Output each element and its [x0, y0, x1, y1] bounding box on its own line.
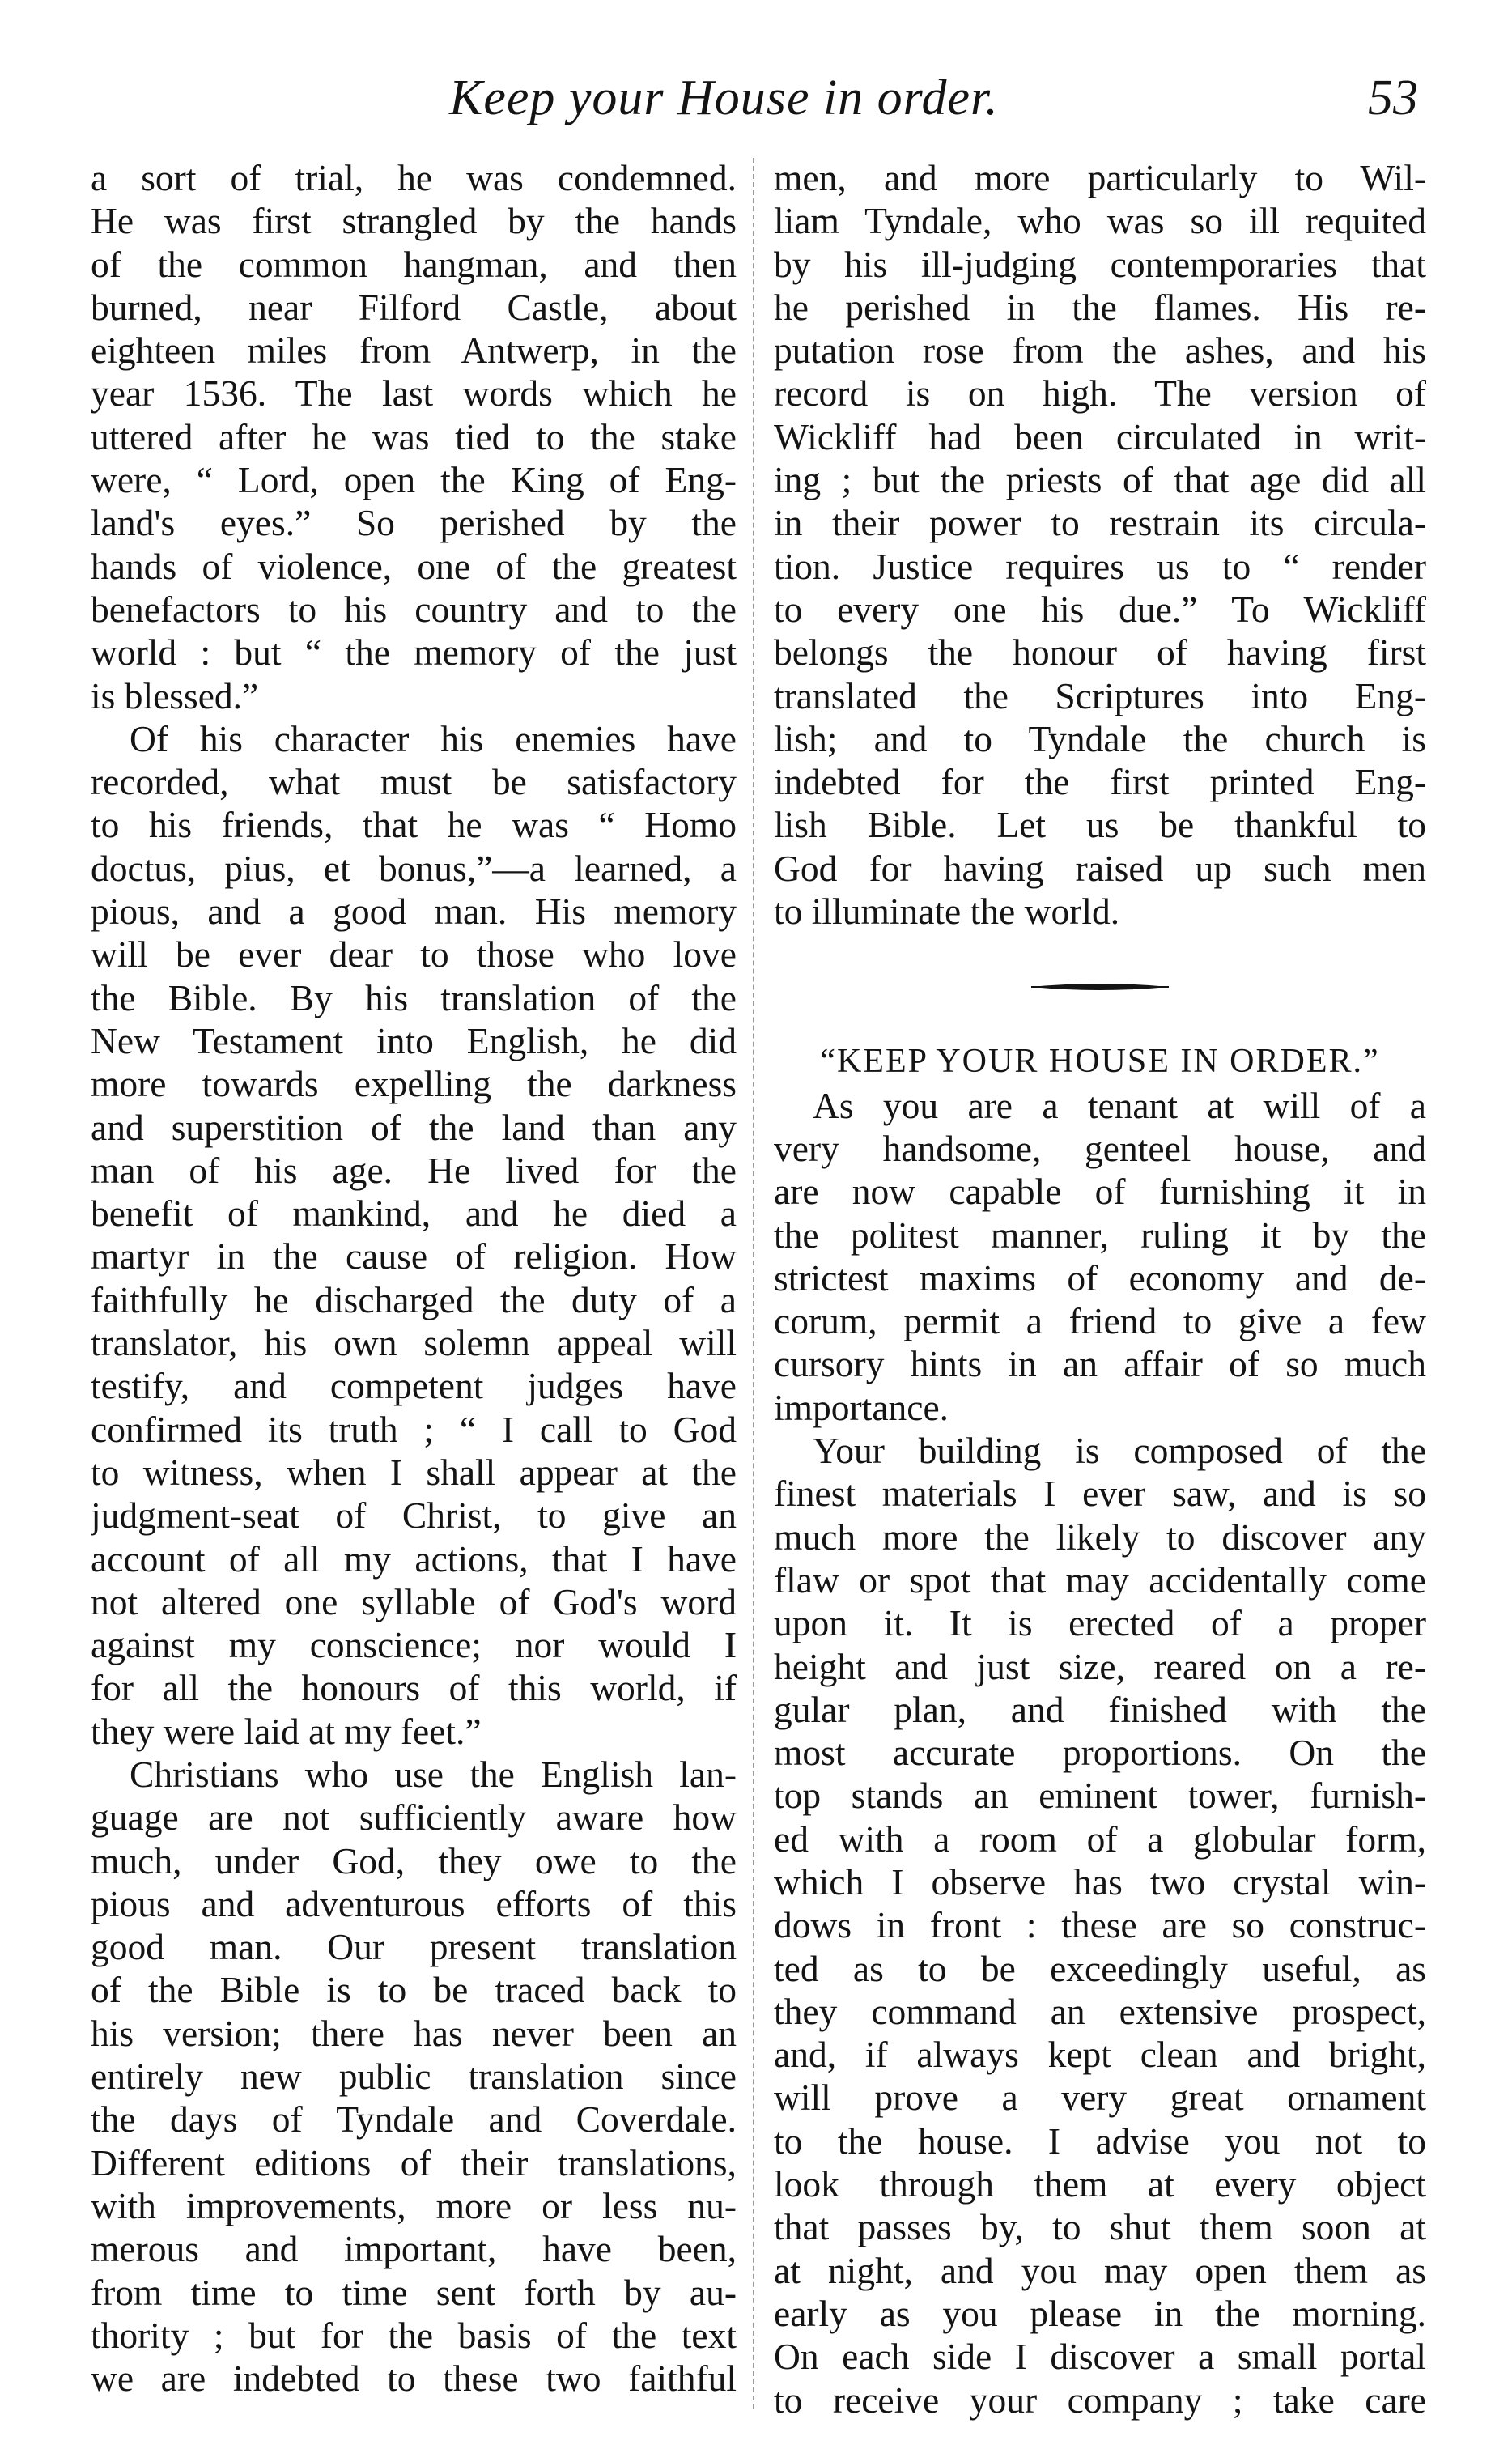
- right-column-top: [774, 156, 1426, 933]
- text-line: indebted for the first printed Eng-: [774, 761, 1426, 803]
- text-line: testify, and competent judges have: [91, 1365, 737, 1407]
- text-line: translator, his own solemn appeal will: [91, 1322, 737, 1364]
- text-line: the Bible. By his translation of the: [91, 976, 737, 1018]
- text-line: year 1536. The last words which he: [91, 372, 737, 415]
- text-line: As you are a tenant at will of a: [813, 1084, 1426, 1126]
- text-line: putation rose from the ashes, and his: [774, 330, 1426, 372]
- text-line: Wickliff had been circulated in writ-: [774, 415, 1426, 457]
- text-line: for all the honours of this world, if: [91, 1667, 737, 1709]
- text-line: tion. Justice requires us to “ render: [774, 545, 1426, 587]
- text-line: good man. Our present translation: [91, 1926, 737, 1968]
- text-line: and superstition of the land than any: [91, 1106, 737, 1148]
- left-column: [91, 156, 737, 2423]
- section-divider: [774, 933, 1426, 1040]
- text-line: of the Bible is to be traced back to: [91, 1969, 737, 2011]
- text-line: men, and more particularly to Wil-: [774, 157, 1426, 198]
- text-line: which I observe has two crystal win-: [774, 1860, 1426, 1903]
- text-line: the days of Tyndale and Coverdale.: [91, 2098, 737, 2141]
- text-line: with improvements, more or less nu-: [91, 2184, 737, 2226]
- text-line: in their power to restrain its circula-: [774, 502, 1426, 544]
- text-line: to receive your company ; take care: [774, 2379, 1426, 2421]
- text-line: On each side I discover a small portal: [774, 2336, 1426, 2378]
- text-line: flaw or spot that may accidentally come: [774, 1558, 1426, 1601]
- text-line: martyr in the cause of religion. How: [91, 1235, 737, 1278]
- text-line: much, under God, they owe to the: [91, 1839, 737, 1881]
- text-line: he perished in the flames. His re-: [774, 286, 1426, 328]
- page-number: 53: [1368, 70, 1418, 125]
- text-line: He was first strangled by the hands: [91, 200, 737, 242]
- section-heading: “KEEP YOUR HOUSE IN ORDER.”: [820, 1043, 1380, 1081]
- text-line: were, “ Lord, open the King of Eng-: [91, 459, 737, 501]
- text-line: hands of violence, one of the greatest: [91, 545, 737, 587]
- text-line: are now capable of furnishing it in: [774, 1171, 1426, 1213]
- text-line: early as you please in the morning.: [774, 2292, 1426, 2334]
- text-line: most accurate proportions. On the: [774, 1732, 1426, 1774]
- text-line: thority ; but for the basis of the text: [91, 2314, 737, 2356]
- text-line: look through them at every object: [774, 2163, 1426, 2205]
- text-line: Of his character his enemies have: [130, 717, 737, 759]
- text-line: Different editions of their translations,: [91, 2141, 737, 2183]
- text-line: belongs the honour of having first: [774, 631, 1426, 674]
- text-line: lish Bible. Let us be thankful to: [774, 804, 1426, 846]
- text-line: land's eyes.” So perished by the: [91, 502, 737, 544]
- text-line: of the common hangman, and then: [91, 243, 737, 285]
- text-line: ted as to be exceedingly useful, as: [774, 1947, 1426, 1989]
- text-line: ed with a room of a globular form,: [774, 1818, 1426, 1860]
- text-line: to illuminate the world.: [774, 891, 1120, 933]
- text-line: merous and important, have been,: [91, 2228, 737, 2270]
- text-line: much more the likely to discover any: [774, 1516, 1426, 1558]
- text-line: finest materials I ever saw, and is so: [774, 1473, 1426, 1515]
- text-line: at night, and you may open them as: [774, 2249, 1426, 2291]
- text-line: top stands an eminent tower, furnish-: [774, 1775, 1426, 1817]
- text-line: confirmed its truth ; “ I call to God: [91, 1408, 737, 1450]
- text-line: cursory hints in an affair of so much: [774, 1343, 1426, 1385]
- text-line: pious and adventurous efforts of this: [91, 1882, 737, 1924]
- text-line: is blessed.”: [91, 674, 259, 716]
- text-line: benefactors to his country and to the: [91, 588, 737, 630]
- text-line: they command an extensive prospect,: [774, 1990, 1426, 2032]
- text-line: his version; there has never been an: [91, 2012, 737, 2054]
- text-line: uttered after he was tied to the stake: [91, 415, 737, 457]
- ornament-rule-icon: [1031, 981, 1169, 993]
- text-line: a sort of trial, he was condemned.: [91, 157, 737, 198]
- text-line: world : but “ the memory of the just: [91, 631, 737, 674]
- text-line: man of his age. He lived for the: [91, 1149, 737, 1191]
- text-line: by his ill-judging contemporaries that: [774, 243, 1426, 285]
- text-line: corum, permit a friend to give a few: [774, 1300, 1426, 1342]
- text-line: pious, and a good man. His memory: [91, 891, 737, 933]
- text-line: burned, near Filford Castle, about: [91, 286, 737, 328]
- text-line: liam Tyndale, who was so ill requited: [774, 200, 1426, 242]
- text-line: judgment-seat of Christ, to give an: [91, 1494, 737, 1537]
- text-line: ing ; but the priests of that age did all: [774, 459, 1426, 501]
- text-line: from time to time sent forth by au-: [91, 2271, 737, 2313]
- text-line: record is on high. The version of: [774, 372, 1426, 415]
- text-line: to witness, when I shall appear at the: [91, 1451, 737, 1493]
- text-line: lish; and to Tyndale the church is: [774, 717, 1426, 759]
- text-line: doctus, pius, et bonus,”—a learned, a: [91, 847, 737, 889]
- text-line: not altered one syllable of God's word: [91, 1580, 737, 1622]
- text-line: that passes by, to shut them soon at: [774, 2206, 1426, 2248]
- right-column-bottom: [774, 1084, 1426, 2421]
- text-line: upon it. It is erected of a proper: [774, 1602, 1426, 1644]
- text-line: against my conscience; nor would I: [91, 1624, 737, 1666]
- text-line: the politest manner, ruling it by the: [774, 1214, 1426, 1256]
- text-line: height and just size, reared on a re-: [774, 1645, 1426, 1687]
- text-line: gular plan, and finished with the: [774, 1688, 1426, 1730]
- column-rule: [753, 158, 754, 2409]
- text-line: account of all my actions, that I have: [91, 1537, 737, 1580]
- text-line: God for having raised up such men: [774, 847, 1426, 889]
- text-line: importance.: [774, 1386, 949, 1428]
- text-line: they were laid at my feet.”: [91, 1710, 482, 1752]
- running-header: [0, 70, 1512, 133]
- text-line: Your building is composed of the: [813, 1430, 1426, 1472]
- text-line: to his friends, that he was “ Homo: [91, 804, 737, 846]
- text-line: and, if always kept clean and bright,: [774, 2034, 1426, 2076]
- text-line: very handsome, genteel house, and: [774, 1127, 1426, 1169]
- text-line: to every one his due.” To Wickliff: [774, 588, 1426, 630]
- text-line: dows in front : these are so construc-: [774, 1904, 1426, 1946]
- right-column: [774, 156, 1426, 2423]
- text-line: will prove a very great ornament: [774, 2077, 1426, 2119]
- text-line: recorded, what must be satisfactory: [91, 761, 737, 803]
- text-line: eighteen miles from Antwerp, in the: [91, 330, 737, 372]
- running-title: Keep your House in order.: [449, 70, 999, 125]
- text-line: strictest maxims of economy and de-: [774, 1256, 1426, 1299]
- text-line: Christians who use the English lan-: [130, 1753, 737, 1795]
- text-line: to the house. I advise you not to: [774, 2119, 1426, 2162]
- text-line: New Testament into English, he did: [91, 1019, 737, 1061]
- text-line: we are indebted to these two faithful: [91, 2358, 737, 2400]
- text-line: faithfully he discharged the duty of a: [91, 1278, 737, 1320]
- text-line: translated the Scriptures into Eng-: [774, 674, 1426, 716]
- text-line: benefit of mankind, and he died a: [91, 1193, 737, 1235]
- text-line: entirely new public translation since: [91, 2056, 737, 2098]
- text-line: more towards expelling the darkness: [91, 1063, 737, 1105]
- text-line: guage are not sufficiently aware how: [91, 1796, 737, 1839]
- text-line: will be ever dear to those who love: [91, 933, 737, 976]
